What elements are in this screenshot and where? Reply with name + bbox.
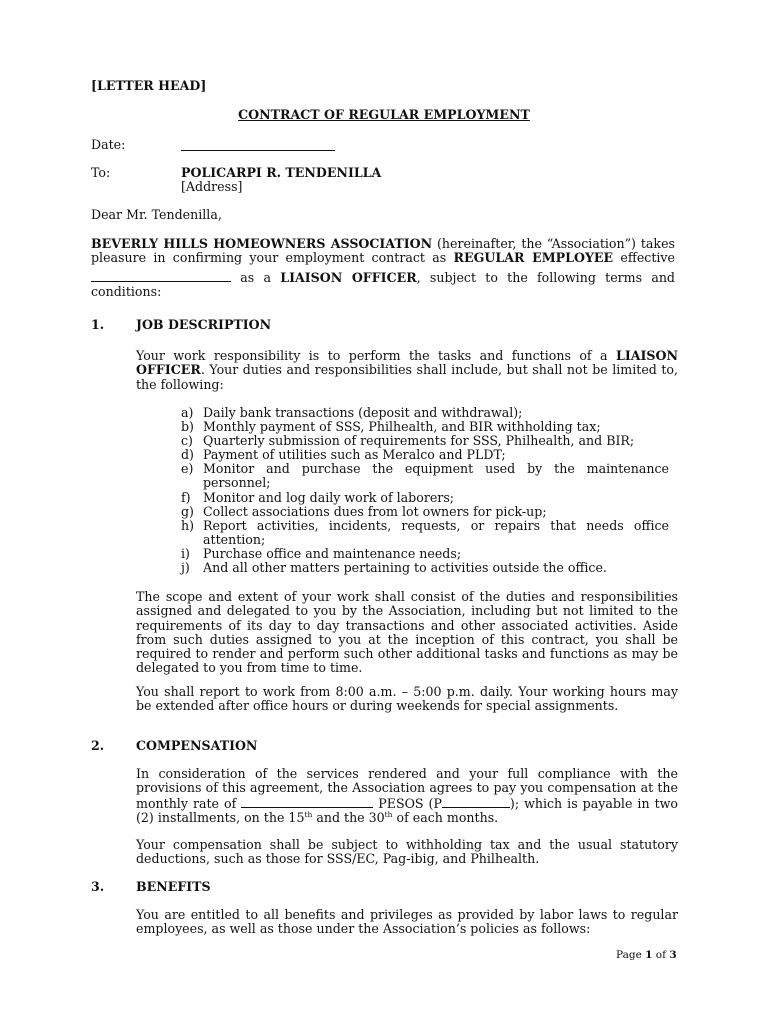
deductions-paragraph: Your compensation shall be subject to withholding tax and the usual statutory deductions, such as those for SSS/EC, Pag-ibig, and Philhealth. bbox=[136, 837, 678, 867]
benefits-paragraph: You are entitled to all benefits and privileges as provided by labor laws to regular employees, as well as those under the Association’s policies as follows: bbox=[136, 907, 678, 937]
association-name: BEVERLY HILLS HOMEOWNERS ASSOCIATION bbox=[91, 236, 433, 251]
to-label: To: bbox=[91, 165, 111, 180]
section-2-heading: COMPENSATION bbox=[136, 738, 258, 753]
salutation: Dear Mr. Tendenilla, bbox=[91, 207, 222, 222]
section-1-heading: JOB DESCRIPTION bbox=[136, 317, 272, 332]
position-title: LIAISON OFFICER bbox=[280, 270, 417, 285]
intro-paragraph-lines-1-2: BEVERLY HILLS HOMEOWNERS ASSOCIATION (hereinafter, the “Association”) takes pleasure in confirming your employment contract as REGULAR EMPLOYEE effective bbox=[91, 236, 675, 266]
scope-paragraph: The scope and extent of your work shall consist of the duties and responsibilities assigned and delegated to you by the Association, including but not limited to the requirements of its day to day transactions and other associated activities. Aside from such duties assigned to you at the inception of this contract, you shall be required to render and perform such other additional tasks and functions as may be delegated to you from time to time. bbox=[136, 589, 678, 676]
effective-date-blank bbox=[91, 270, 231, 282]
document-title: CONTRACT OF REGULAR EMPLOYMENT bbox=[238, 107, 530, 122]
recipient-address: [Address] bbox=[181, 179, 243, 194]
date-label: Date: bbox=[91, 137, 126, 152]
recipient-name: POLICARPI R. TENDENILLA bbox=[181, 165, 382, 180]
intro-paragraph-lines-3-4: as a LIAISON OFFICER, subject to the following terms and conditions: bbox=[91, 270, 675, 300]
monthly-rate-words-blank bbox=[241, 796, 373, 808]
section-2-number: 2. bbox=[91, 738, 105, 753]
compensation-paragraph: In consideration of the services rendered and your full compliance with the provisions of this agreement, the Association agrees to pay you compensation at the monthly rate of PESOS (P ); which is payable in two (2) installments, on the 15th and the 30th of each months. bbox=[136, 766, 678, 825]
employment-status: REGULAR EMPLOYEE bbox=[453, 250, 614, 266]
job-description-paragraph: Your work responsibility is to perform the tasks and functions of a LIAISON OFFICER. Your duties and responsibilities shall include, but shall not be limited to, the following: bbox=[136, 348, 678, 392]
section-1-number: 1. bbox=[91, 317, 105, 332]
position-title-inline: LIAISON OFFICER bbox=[136, 348, 678, 378]
page-number: Page 1 of 3 bbox=[616, 949, 677, 961]
section-3-heading: BENEFITS bbox=[136, 879, 211, 894]
section-3-number: 3. bbox=[91, 879, 105, 894]
letterhead-placeholder: [LETTER HEAD] bbox=[91, 78, 207, 93]
document-page: [LETTER HEAD] CONTRACT OF REGULAR EMPLOYMENT Date: To: POLICARPI R. TENDENILLA [Address] Dear Mr. Tendenilla, BEVERLY HILLS HOMEOWNERS ASSOCIATION (hereinafter, the “Association”) takes pleasure in confirming your employment contract as REGULAR EMPLOYEE effective as a LIAISON OFFICER, subject to the following terms and conditions: 1. JOB DESCRIPTION Your work responsibility is to perform the tasks and functions of a LIAISON OFFICER. Your duties and responsibilities shall include, but shall not be limited to, the following: a) Daily bank transactions (deposit and withdrawal); b) Monthly payment of SSS, Philhealth, and BIR withholding tax; c) Quarterly submission of requirements for SSS, Philhealth, and BIR; d) Payment of utilities such as Meralco and PLDT; e) Monitor and purchase the equipment used by the maintenance personnel; f) Monitor and log daily work of laborers; g) Collect associations dues from lot owners for pick-up; h) Report activities, incidents, requests, or repairs that needs office attention; i) Purchase office and maintenance needs; j) And all other matters pertaining to activities outside the office. The scope and extent of your work shall consist of the duties and responsibilities assigned and delegated to you by the Association, including but not limited to the requirements of its day to day transactions and other associated activities. Aside from such duties assigned to you at the inception of this contract, you shall be required to render and perform such other additional tasks and functions as may be delegated to you from time to time. You shall report to work from 8:00 a.m. – 5:00 p.m. daily. Your working hours may be extended after office hours or during weekends for special assignments. 2. COMPENSATION In consideration of the services rendered and your full compliance with the provisions of this agreement, the Association agrees to pay you compensation at the monthly rate of PESOS (P ); which is payable in two (2) installments, on the 15th and the 30th of each months. Your compensation shall be subject to withholding tax and the usual statutory deductions, such as those for SSS/EC, Pag-ibig, and Philhealth. 3. BENEFITS You are entitled to all benefits and privileges as provided by labor laws to regular employees, as well as those under the Association’s policies as follows: Page 1 of 3 bbox=[0, 0, 768, 1024]
monthly-rate-amount-blank bbox=[442, 796, 510, 808]
working-hours-paragraph: You shall report to work from 8:00 a.m. – 5:00 p.m. daily. Your working hours may be extended after office hours or during weekends for special assignments. bbox=[136, 684, 678, 714]
date-blank bbox=[181, 139, 335, 151]
